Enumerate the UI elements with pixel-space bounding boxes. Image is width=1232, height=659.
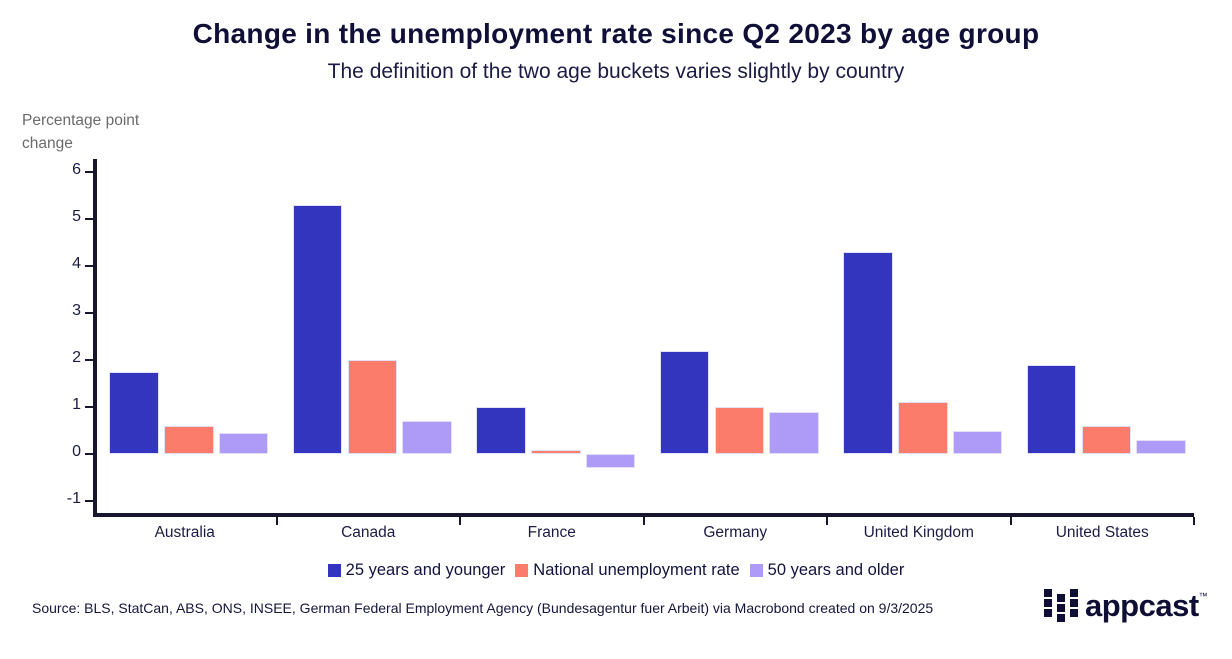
x-axis-label-united-states: United States	[1055, 524, 1149, 541]
y-tick-label: 5	[72, 207, 81, 225]
bar-national-unemployment-rate-australia	[164, 426, 214, 454]
bar-50-years-and-older-united-kingdom	[953, 431, 1003, 455]
x-axis-label-united-kingdom: United Kingdom	[863, 524, 974, 541]
plot-area	[66, 159, 1194, 517]
legend-label: National unemployment rate	[533, 561, 740, 579]
x-axis-label-canada: Canada	[341, 524, 396, 541]
legend-item-25-years-and-younger	[328, 561, 506, 580]
chart-legend	[0, 561, 1232, 580]
bar-national-unemployment-rate-canada	[348, 360, 398, 454]
appcast-logo-text: appcast	[1085, 588, 1199, 623]
y-tick-label: 3	[72, 302, 81, 319]
bar-25-years-and-younger-germany	[660, 351, 710, 455]
bar-50-years-and-older-germany	[769, 412, 819, 454]
bar-national-unemployment-rate-united-states	[1082, 426, 1132, 454]
y-tick-mark	[85, 406, 93, 408]
trademark-symbol: ™	[1198, 591, 1208, 601]
y-tick-label: 2	[72, 349, 81, 367]
bar-50-years-and-older-united-states	[1136, 440, 1186, 454]
bar-25-years-and-younger-united-states	[1027, 365, 1077, 454]
legend-label: 50 years and older	[767, 561, 905, 579]
y-tick-mark	[85, 218, 93, 220]
chart-title: Change in the unemployment rate since Q2 2023 by age group	[192, 18, 1040, 49]
legend-item-50-years-and-older	[750, 561, 905, 580]
y-axis-label: Percentage point change	[22, 112, 140, 152]
bar-25-years-and-younger-united-kingdom	[843, 252, 893, 455]
y-tick-label: 4	[72, 254, 81, 272]
bar-25-years-and-younger-australia	[109, 372, 159, 454]
chart-subtitle: The definition of the two age buckets varies slightly by country	[327, 60, 905, 83]
y-tick-mark	[85, 359, 93, 361]
y-tick-mark	[85, 171, 93, 173]
source-text: Source: BLS, StatCan, ABS, ONS, INSEE, German Federal Employment Agency (Bundesagentur fuer Arbeit) via Macrobond created on 9/3/2025	[32, 600, 934, 616]
y-tick-label: 1	[72, 396, 81, 414]
legend-swatch-icon	[750, 564, 763, 577]
bar-50-years-and-older-canada	[402, 421, 452, 454]
y-tick-mark	[85, 453, 93, 455]
x-axis-label-germany: Germany	[703, 524, 768, 541]
x-axis-label-australia: Australia	[154, 524, 215, 541]
bar-national-unemployment-rate-germany	[715, 407, 765, 454]
bar-national-unemployment-rate-united-kingdom	[898, 402, 948, 454]
bar-50-years-and-older-france	[586, 454, 636, 468]
legend-swatch-icon	[515, 564, 528, 577]
appcast-logo-mark-icon	[1044, 589, 1078, 623]
y-tick-mark	[85, 312, 93, 314]
y-tick-mark	[85, 265, 93, 267]
bar-25-years-and-younger-canada	[293, 205, 343, 455]
y-tick-label: 6	[72, 160, 81, 178]
legend-swatch-icon	[328, 564, 341, 577]
y-tick-label: -1	[66, 490, 81, 508]
bar-25-years-and-younger-france	[476, 407, 526, 454]
legend-item-national-unemployment-rate	[515, 561, 739, 580]
y-tick-label: 0	[72, 443, 81, 461]
bar-national-unemployment-rate-france	[531, 450, 581, 455]
bar-50-years-and-older-australia	[219, 433, 269, 454]
appcast-logo	[1044, 589, 1208, 623]
legend-label: 25 years and younger	[345, 561, 506, 579]
x-axis-label-france: France	[527, 524, 576, 541]
y-tick-mark	[85, 500, 93, 502]
